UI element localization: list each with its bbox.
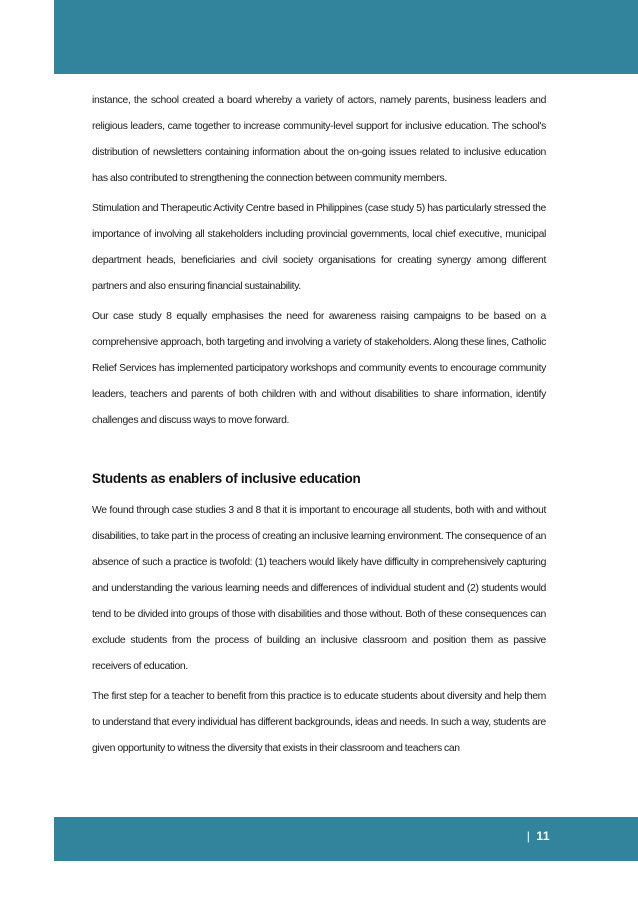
paragraph-community-support: instance, the school created a board whereby a variety of actors, namely parents, business leaders and religious leaders, came together to increase community-level support for inclusive education. The school's distribution of newsletters containing information about the on-going issues related to inclusive education has also contributed to strengthening the connection between community members. — [92, 95, 546, 184]
page-number-separator: | — [526, 829, 531, 843]
page-number — [527, 829, 550, 843]
footer-band — [54, 817, 638, 861]
paragraph-stakeholders: Stimulation and Therapeutic Activity Centre based in Philippines (case study 5) has particularly stressed the importance of involving all stakeholders including provincial governments, local chief executive, municipal department heads, beneficiaries and civil society organisations for creating synergy among different partners and also ensuring financial sustainability. — [92, 203, 546, 292]
paragraph-first-step: The first step for a teacher to benefit from this practice is to educate students about diversity and help them to understand that every individual has different backgrounds, ideas and needs. In such a way, students are given opportunity to witness the diversity that exists in their classroom and teachers can — [92, 691, 546, 754]
header-band — [54, 0, 638, 74]
page-number-value: 11 — [536, 829, 550, 843]
paragraph-awareness-campaigns: Our case study 8 equally emphasises the need for awareness raising campaigns to be based on a comprehensive approach, both targeting and involving a variety of stakeholders. Along these lines, Catholic Relief Services has implemented participatory workshops and community events to encourage community leaders, teachers and parents of both children with and without disabilities to share information, identify challenges and discuss ways to move forward. — [92, 311, 546, 426]
section-heading: Students as enablers of inclusive education — [92, 471, 361, 486]
paragraph-students-enablers: We found through case studies 3 and 8 that it is important to encourage all students, both with and without disabilities, to take part in the process of creating an inclusive learning environment. The consequence of an absence of such a practice is twofold: (1) teachers would likely have difficulty in comprehensively capturing and understanding the various learning needs and differences of individual student and (2) students would tend to be divided into groups of those with disabilities and those without. Both of these consequences can exclude students from the process of building an inclusive classroom and position them as passive receivers of education. — [92, 505, 546, 672]
page-content — [92, 88, 546, 766]
